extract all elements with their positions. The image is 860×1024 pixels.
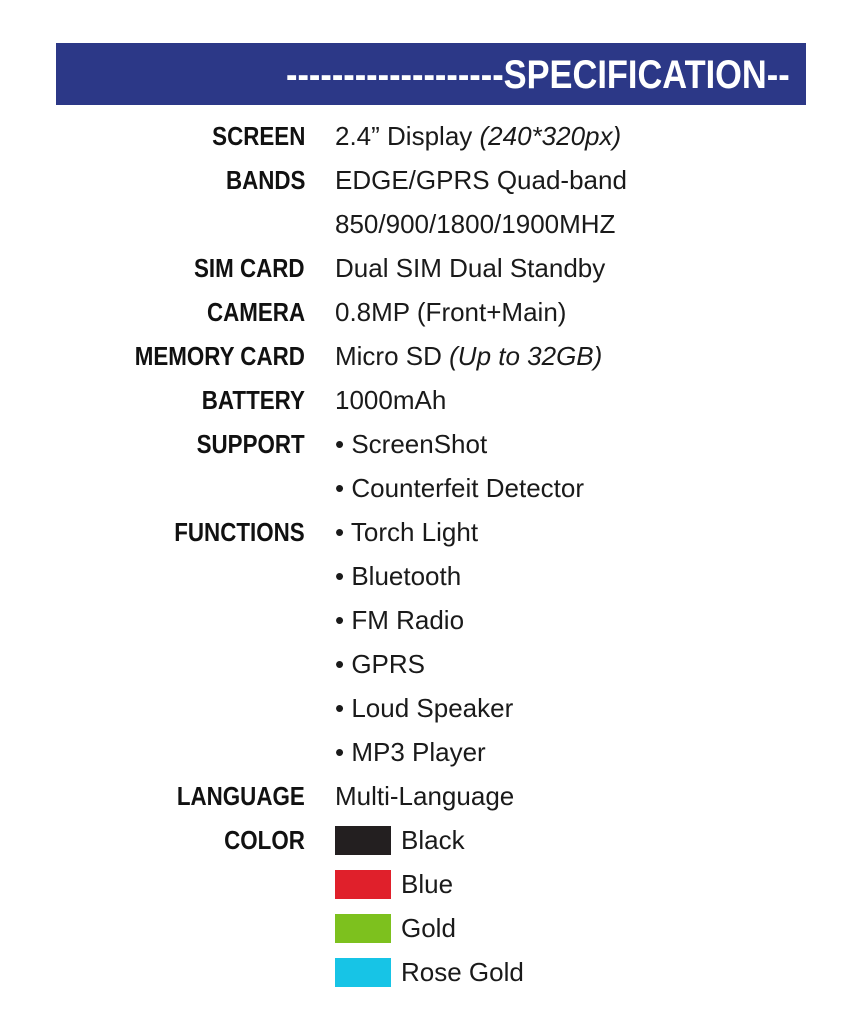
screen-display-text: 2.4” Display <box>335 121 473 151</box>
memory-card-type: Micro SD <box>335 341 442 371</box>
color-swatch-black <box>335 826 391 855</box>
color-swatch-gold <box>335 914 391 943</box>
spec-row-functions-cont <box>0 730 860 774</box>
spec-value-memory-card <box>335 334 602 378</box>
spec-row-screen <box>0 114 860 158</box>
spec-row-bands-cont <box>0 202 860 246</box>
spec-row-color <box>0 818 860 862</box>
spec-value-bands-line1: EDGE/GPRS Quad-band <box>335 165 627 195</box>
specification-banner <box>56 43 806 105</box>
spec-label-camera: CAMERA <box>206 297 305 327</box>
spec-row-support-cont <box>0 466 860 510</box>
spec-row-support <box>0 422 860 466</box>
spec-label-battery: BATTERY <box>201 385 305 415</box>
spec-label-sim-card: SIM CARD <box>194 253 305 283</box>
spec-label-memory-card: MEMORY CARD <box>134 341 305 371</box>
functions-list-item: • GPRS <box>335 649 426 679</box>
spec-row-battery <box>0 378 860 422</box>
spec-label-color: COLOR <box>224 825 305 855</box>
color-swatch-rose-gold <box>335 958 391 987</box>
spec-row-functions-cont <box>0 642 860 686</box>
functions-list-item: • MP3 Player <box>335 737 486 767</box>
color-swatch-blue <box>335 870 391 899</box>
screen-resolution-note: (240*320px) <box>479 121 622 151</box>
spec-row-color-cont <box>0 950 860 994</box>
color-name-black: Black <box>401 825 465 855</box>
spec-value-screen <box>335 114 621 158</box>
specification-title: -------------------SPECIFICATION-- <box>286 53 790 97</box>
spec-row-memory-card <box>0 334 860 378</box>
spec-row-color-cont <box>0 862 860 906</box>
functions-list-item: • Torch Light <box>335 517 479 547</box>
spec-row-color-cont <box>0 906 860 950</box>
spec-row-functions-cont <box>0 686 860 730</box>
spec-row-language <box>0 774 860 818</box>
spec-label-support: SUPPORT <box>196 429 305 459</box>
spec-value-sim-card: Dual SIM Dual Standby <box>335 253 606 283</box>
spec-row-camera <box>0 290 860 334</box>
spec-label-bands: BANDS <box>225 165 305 195</box>
spec-label-screen: SCREEN <box>211 121 305 151</box>
color-name-blue: Blue <box>401 869 454 899</box>
color-name-gold: Gold <box>401 913 456 943</box>
spec-row-sim-card <box>0 246 860 290</box>
functions-list-item: • Bluetooth <box>335 561 462 591</box>
memory-card-capacity-note: (Up to 32GB) <box>449 341 603 371</box>
color-name-rose-gold: Rose Gold <box>401 957 524 987</box>
spec-value-battery: 1000mAh <box>335 385 447 415</box>
spec-label-language: LANGUAGE <box>177 781 305 811</box>
spec-row-bands <box>0 158 860 202</box>
spec-label-functions: FUNCTIONS <box>174 517 305 547</box>
spec-row-functions <box>0 510 860 554</box>
spec-value-camera: 0.8MP (Front+Main) <box>335 297 567 327</box>
support-list-item: • Counterfeit Detector <box>335 473 584 503</box>
support-list-item: • ScreenShot <box>335 429 488 459</box>
functions-list-item: • Loud Speaker <box>335 693 514 723</box>
spec-value-language: Multi-Language <box>335 781 515 811</box>
functions-list-item: • FM Radio <box>335 605 465 635</box>
spec-row-functions-cont <box>0 598 860 642</box>
spec-value-bands-line2: 850/900/1800/1900MHZ <box>335 209 616 239</box>
spec-row-functions-cont <box>0 554 860 598</box>
